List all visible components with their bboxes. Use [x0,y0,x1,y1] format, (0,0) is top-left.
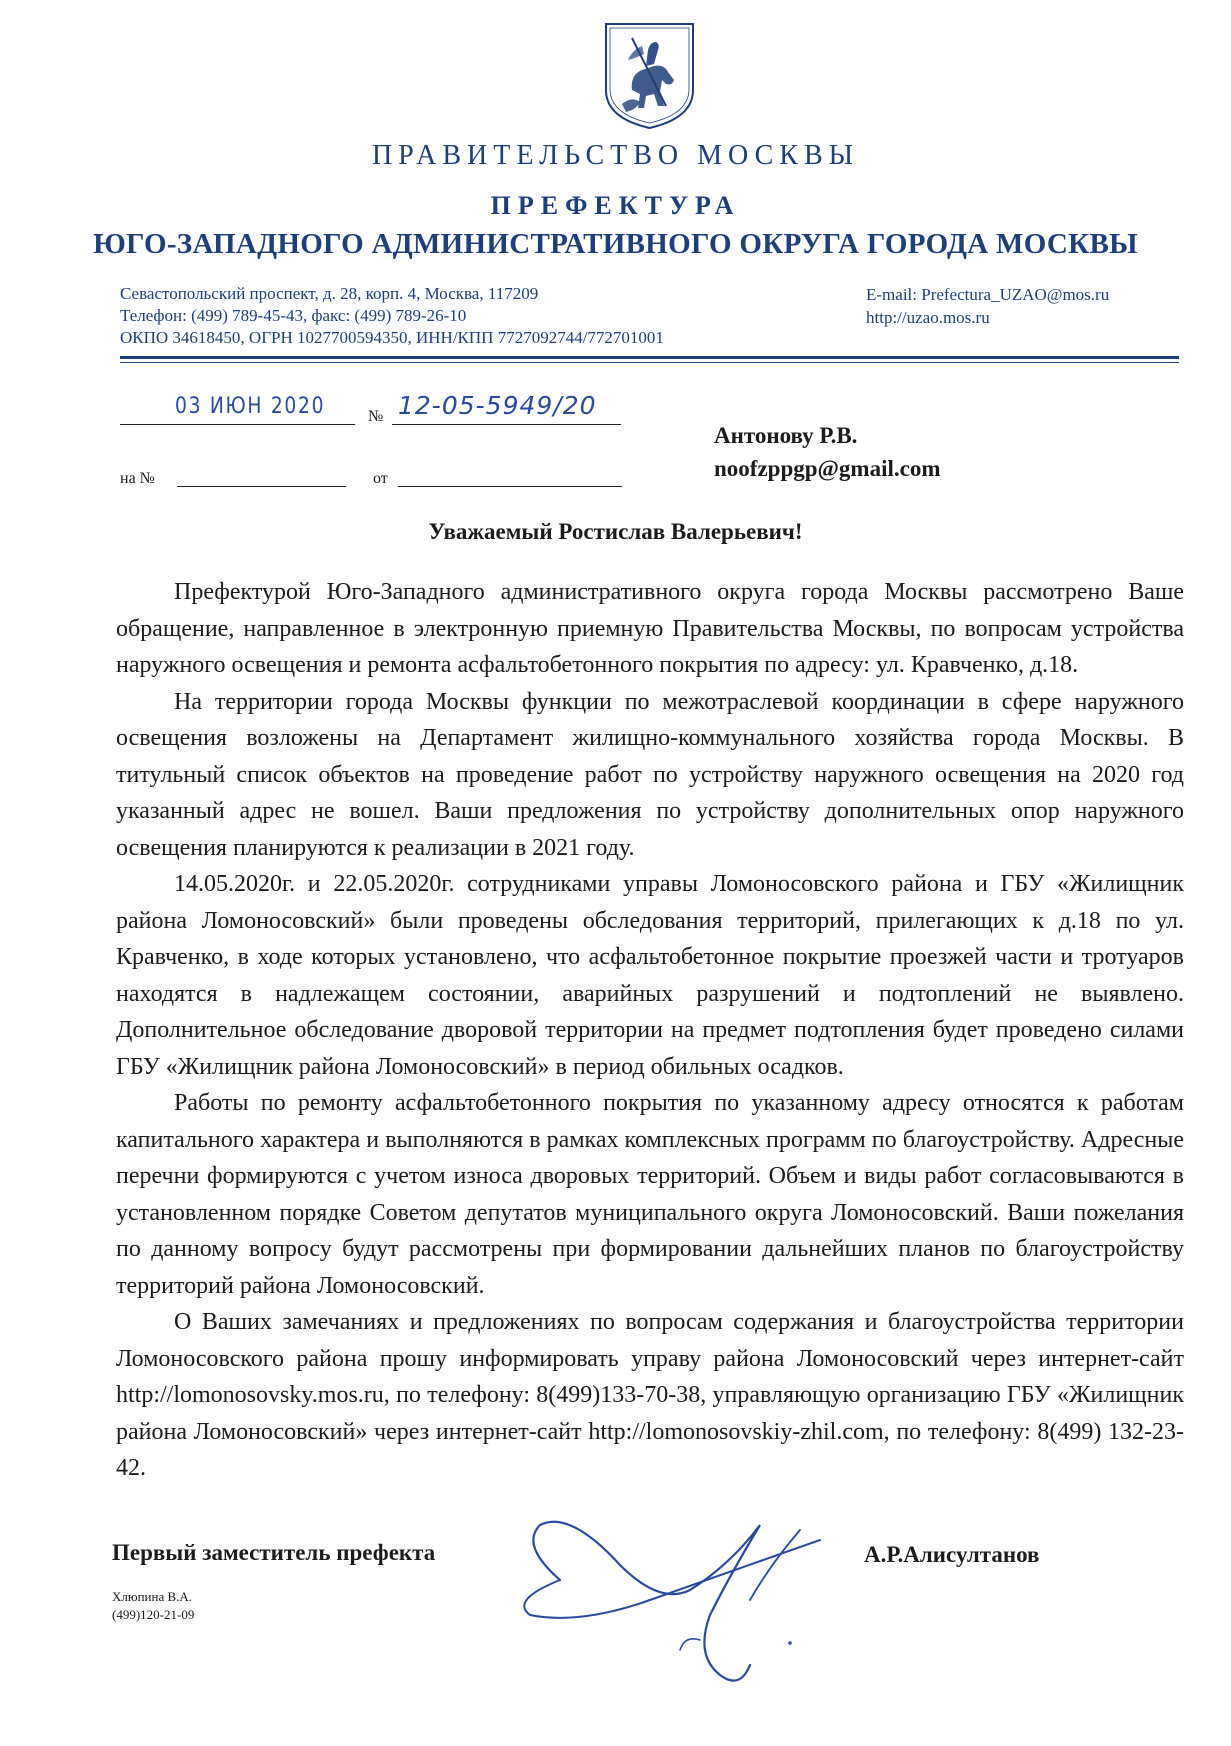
letterhead-contacts [866,283,1109,329]
letterhead-divider-thick [120,356,1179,359]
body-paragraph: На территории города Москвы функции по межотраслевой координации в сфере наружного освещения возложены на Департамент жилищно-коммунального хозяйства города Москвы. В титульный список объектов на проведение работ по устройству наружного освещения на 2020 год указанный адрес не вошел. Ваши предложения по устройству дополнительных опор наружного освещения планируются к реализации в 2021 году. [116,688,1184,861]
executor-phone: (499)120-21-09 [112,1607,195,1622]
handwritten-signature [500,1505,890,1695]
registration-date-stamp: 03 ИЮН 2020 [175,394,326,419]
phone-fax-line: Телефон: (499) 789-45-43, факс: (499) 789-26-10 [120,306,467,325]
executor-block [112,1588,194,1624]
number-label: № [368,408,384,425]
letterhead-address [120,283,664,349]
website-line: http://uzao.mos.ru [866,308,990,327]
registration-number: 12-05-5949/20 [398,391,597,420]
body-paragraph: 14.05.2020г. и 22.05.2020г. сотрудниками управы Ломоносовского района и ГБУ «Жилищник района Ломоносовский» были проведены обследования территорий, прилегающих к д.18 по ул. Кравченко, в ходе которых установлено, что асфальтобетонное покрытие проезжей части и тротуаров находятся в надлежащем состоянии, аварийных разрушений и подтоплений не выявлено. Дополнительное обследование дворовой территории на предмет подтопления будет проведено силами ГБУ «Жилищник района Ломоносовский» в период обильных осадков. [116,871,1184,1080]
registry-codes-line: ОКПО 34618450, ОГРН 1027700594350, ИНН/КПП 7727092744/772701001 [120,328,664,347]
reference-number-label: на № [120,470,155,487]
address-line: Севастопольский проспект, д. 28, корп. 4, Москва, 117209 [120,284,539,303]
number-underline [392,424,621,425]
salutation: Уважаемый Ростислав Валерьевич! [428,519,803,544]
prefecture-title: ПРЕФЕКТУРА [490,191,741,220]
reference-date-label: от [373,470,388,487]
date-underline [120,424,355,425]
government-title: ПРАВИТЕЛЬСТВО МОСКВЫ [371,140,860,171]
email-line: E-mail: Prefectura_UZAO@mos.ru [866,285,1110,304]
recipient-email: noofzppgp@gmail.com [714,456,941,481]
body-paragraph: Работы по ремонту асфальтобетонного покрытия по указанному адресу относятся к работам капитального характера и выполняются в рамках комплексных программ по благоустройству. Адресные перечни формируются с учетом износа дворовых территорий. Объем и виды работ согласовываются в установленном порядке Советом депутатов муниципального округа Ломоносовский. Ваши пожелания по данному вопросу будут рассмотрены при формировании дальнейших планов по благоустройству территорий района Ломоносовский. [116,1090,1184,1299]
body-paragraph: О Ваших замечаниях и предложениях по вопросам содержания и благоустройства территории Ломоносовского района прошу информировать управу района Ломоносовский через интернет-сайт http://lomonosovsky.mos.ru, по телефону: 8(499)133-70-38, управляющую организацию ГБУ «Жилищник района Ломоносовский» через интернет-сайт http://lomonosovskiy-zhil.com, по телефону: 8(499) 132-23-42. [116,1309,1184,1481]
recipient-block [714,419,941,485]
letter-body [116,574,1184,1487]
reference-number-line [177,486,346,487]
reference-date-line [398,486,622,487]
moscow-coat-of-arms-emblem [602,20,697,131]
recipient-name: Антонову Р.В. [714,423,858,448]
district-title: ЮГО-ЗАПАДНОГО АДМИНИСТРАТИВНОГО ОКРУГА ГОРОДА МОСКВЫ [93,228,1138,260]
body-paragraph: Префектурой Юго-Западного административного округа города Москвы рассмотрено Ваше обращение, направленное в электронную приемную Правительства Москвы, по вопросам устройства наружного освещения и ремонта асфальтобетонного покрытия по адресу: ул. Кравченко, д.18. [116,579,1184,678]
executor-name: Хлюпина В.А. [112,1589,193,1604]
signer-name: А.Р.Алисултанов [864,1542,1040,1567]
signer-position: Первый заместитель префекта [112,1540,436,1565]
letterhead-divider-thin [120,362,1179,363]
